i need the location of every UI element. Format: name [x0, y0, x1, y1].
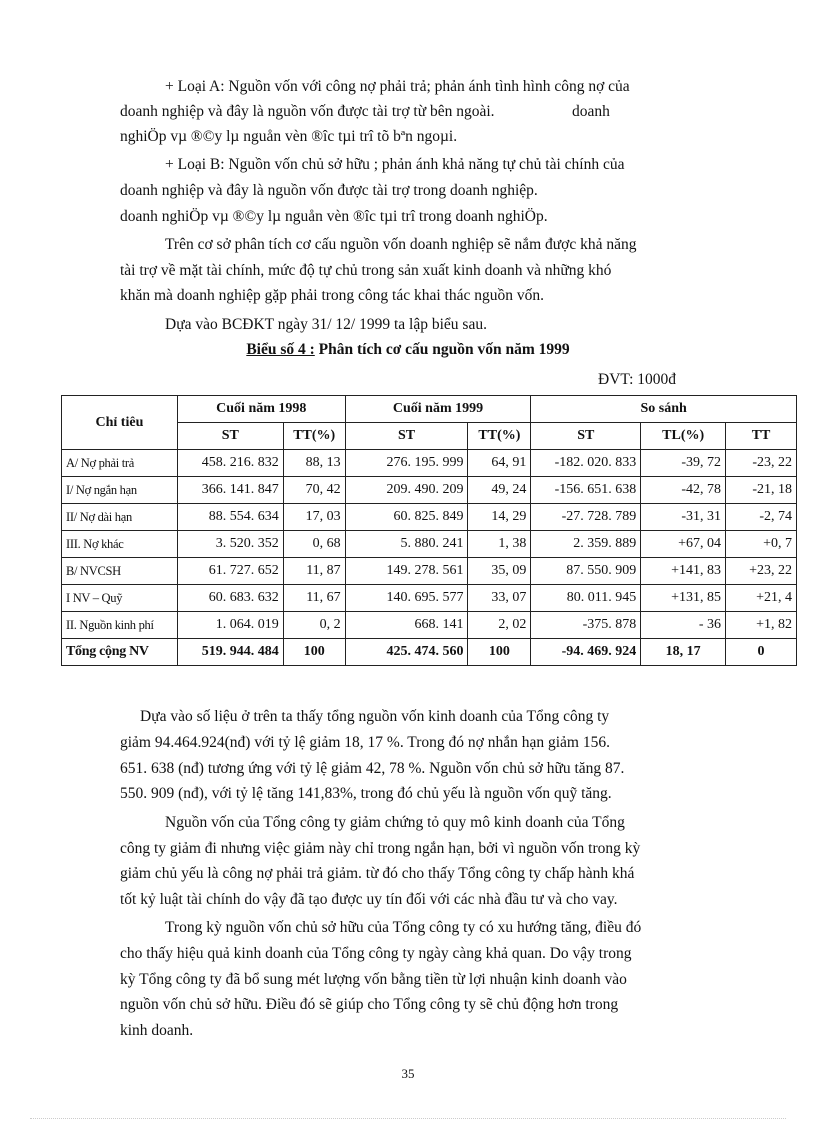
cell: +1, 82 [726, 612, 797, 639]
cell: 149. 278. 561 [345, 558, 468, 585]
paragraph-1-line-1: + Loại A: Nguồn vốn với công nợ phải trả; phản ánh tình hình công nợ của [165, 78, 630, 95]
cell: 88. 554. 634 [177, 504, 283, 531]
header-st-diff: ST [531, 423, 641, 450]
row-label: B/ NVCSH [62, 558, 178, 585]
row-label: III. Nợ khác [62, 531, 178, 558]
paragraph-2-line-2: doanh nghiệp và đây là nguồn vốn được tài trợ trong doanh nghiệp. [120, 182, 538, 199]
header-comparison: So sánh [531, 396, 797, 423]
paragraph-6-line-1: Nguồn vốn của Tổng công ty giảm chứng tỏ quy mô kinh doanh của Tổng [165, 814, 625, 831]
cell: 140. 695. 577 [345, 585, 468, 612]
table-row [62, 558, 797, 585]
cell: 0 [726, 639, 797, 666]
cell: - 36 [641, 612, 726, 639]
page-bottom-divider [30, 1118, 786, 1119]
paragraph-2-line-1: + Loại B: Nguồn vốn chủ sở hữu ; phản ánh khả năng tự chủ tài chính của [165, 156, 625, 173]
paragraph-5-line-2: giảm 94.464.924(nđ) với tỷ lệ giảm 18, 17 %. Trong đó nợ nhắn hạn giảm 156. [120, 734, 610, 751]
paragraph-7-line-1: Trong kỳ nguồn vốn chủ sở hữu của Tổng công ty có xu hướng tăng, điều đó [165, 919, 642, 936]
cell: +67, 04 [641, 531, 726, 558]
cell: 2, 02 [468, 612, 531, 639]
cell: -27. 728. 789 [531, 504, 641, 531]
page-number: 35 [401, 1066, 415, 1081]
cell: 88, 13 [283, 450, 345, 477]
cell: -31, 31 [641, 504, 726, 531]
cell: 276. 195. 999 [345, 450, 468, 477]
header-tt-diff: TT [726, 423, 797, 450]
cell: 49, 24 [468, 477, 531, 504]
header-end-1999: Cuối năm 1999 [345, 396, 531, 423]
paragraph-5-line-1: Dựa vào số liệu ở trên ta thấy tổng nguồn vốn kinh doanh của Tổng công ty [140, 708, 610, 725]
table-header-row-1 [62, 396, 797, 423]
row-label: II. Nguồn kinh phí [62, 612, 178, 639]
cell: +0, 7 [726, 531, 797, 558]
row-label: II/ Nợ dài hạn [62, 504, 178, 531]
cell: 100 [283, 639, 345, 666]
paragraph-4: Dựa vào BCĐKT ngày 31/ 12/ 1999 ta lập biểu sau. [165, 316, 487, 333]
paragraph-1-line-3: nghiÖp vµ ®©y lµ nguån vèn ®îc tµi trî tõ bªn ngoµi. [120, 128, 458, 145]
header-indicator: Chỉ tiêu [62, 396, 178, 450]
paragraph-7-line-4: nguồn vốn chủ sở hữu. Điều đó sẽ giúp cho Tổng công ty sẽ chủ động hơn trong [120, 996, 619, 1013]
table-row [62, 531, 797, 558]
cell: 5. 880. 241 [345, 531, 468, 558]
cell: 11, 67 [283, 585, 345, 612]
row-label: A/ Nợ phải trả [62, 450, 178, 477]
cell: 209. 490. 209 [345, 477, 468, 504]
table-row [62, 477, 797, 504]
capital-structure-table [61, 395, 797, 666]
cell: -42, 78 [641, 477, 726, 504]
cell: 60. 683. 632 [177, 585, 283, 612]
cell: -21, 18 [726, 477, 797, 504]
cell: 33, 07 [468, 585, 531, 612]
cell: 0, 68 [283, 531, 345, 558]
cell: 64, 91 [468, 450, 531, 477]
paragraph-3-line-2: tài trợ về mặt tài chính, mức độ tự chủ trong sản xuất kinh doanh và những khó [120, 262, 612, 279]
table-caption-title: Phân tích cơ cấu nguồn vốn năm 1999 [314, 341, 570, 358]
cell: 1. 064. 019 [177, 612, 283, 639]
cell: 458. 216. 832 [177, 450, 283, 477]
cell: -23, 22 [726, 450, 797, 477]
cell: -182. 020. 833 [531, 450, 641, 477]
paragraph-7-line-5: kinh doanh. [120, 1022, 194, 1039]
cell: 0, 2 [283, 612, 345, 639]
cell: 61. 727. 652 [177, 558, 283, 585]
header-tl-diff: TL(%) [641, 423, 726, 450]
cell: +21, 4 [726, 585, 797, 612]
paragraph-6-line-4: tốt kỷ luật tài chính do vậy đã tạo được uy tín đối với các nhà đầu tư và cho vay. [120, 891, 618, 908]
row-label: Tổng cộng NV [62, 639, 178, 666]
cell: -156. 651. 638 [531, 477, 641, 504]
header-st-1998: ST [177, 423, 283, 450]
cell: -2, 74 [726, 504, 797, 531]
cell: +23, 22 [726, 558, 797, 585]
cell: -375. 878 [531, 612, 641, 639]
table-row [62, 612, 797, 639]
cell: 519. 944. 484 [177, 639, 283, 666]
header-tt-1999: TT(%) [468, 423, 531, 450]
table-total-row [62, 639, 797, 666]
cell: +131, 85 [641, 585, 726, 612]
cell: 425. 474. 560 [345, 639, 468, 666]
cell: 35, 09 [468, 558, 531, 585]
cell: 11, 87 [283, 558, 345, 585]
paragraph-5-line-3: 651. 638 (nđ) tương ứng với tỷ lệ giảm 42, 78 %. Nguồn vốn chủ sở hữu tăng 87. [120, 760, 625, 777]
cell: 2. 359. 889 [531, 531, 641, 558]
table-row [62, 504, 797, 531]
table-unit: ĐVT: 1000đ [598, 371, 677, 388]
cell: -94. 469. 924 [531, 639, 641, 666]
cell: 87. 550. 909 [531, 558, 641, 585]
paragraph-7-line-3: kỳ Tổng công ty đã bổ sung mét lượng vốn bằng tiền từ lợi nhuận kinh doanh vào [120, 971, 627, 988]
cell: 14, 29 [468, 504, 531, 531]
table-row [62, 450, 797, 477]
paragraph-3-line-1: Trên cơ sở phân tích cơ cấu nguồn vốn doanh nghiệp sẽ nắm được khả năng [165, 236, 637, 253]
table-caption-label: Biểu số 4 : [246, 341, 315, 358]
table-row [62, 585, 797, 612]
cell: 80. 011. 945 [531, 585, 641, 612]
row-label: I/ Nợ ngắn hạn [62, 477, 178, 504]
paragraph-5-line-4: 550. 909 (nđ), với tỷ lệ tăng 141,83%, trong đó chủ yếu là nguồn vốn quỹ tăng. [120, 785, 612, 802]
cell: +141, 83 [641, 558, 726, 585]
header-tt-1998: TT(%) [283, 423, 345, 450]
cell: 1, 38 [468, 531, 531, 558]
cell: 3. 520. 352 [177, 531, 283, 558]
header-st-1999: ST [345, 423, 468, 450]
paragraph-7-line-2: cho thấy hiệu quả kinh doanh của Tổng công ty ngày càng khả quan. Do vậy trong [120, 945, 632, 962]
cell: 366. 141. 847 [177, 477, 283, 504]
paragraph-3-line-3: khăn mà doanh nghiệp gặp phải trong công tác khai thác nguồn vốn. [120, 287, 544, 304]
cell: 100 [468, 639, 531, 666]
row-label: I NV – Quỹ [62, 585, 178, 612]
table-caption [0, 341, 816, 359]
header-end-1998: Cuối năm 1998 [177, 396, 345, 423]
cell: -39, 72 [641, 450, 726, 477]
paragraph-6-line-3: giảm chủ yếu là công nợ phải trả giảm. từ đó cho thấy Tổng công ty chấp hành khá [120, 865, 635, 882]
cell: 668. 141 [345, 612, 468, 639]
cell: 17, 03 [283, 504, 345, 531]
cell: 60. 825. 849 [345, 504, 468, 531]
paragraph-2-line-3: doanh nghiÖp vµ ®©y lµ nguån vèn ®îc tµi trî trong doanh nghiÖp. [120, 208, 548, 225]
paragraph-1-line-2: doanh nghiệp và đây là nguồn vốn được tài trợ từ bên ngoài. doanh [120, 103, 610, 120]
cell: 70, 42 [283, 477, 345, 504]
paragraph-6-line-2: công ty giảm đi nhưng việc giảm này chỉ trong ngắn hạn, bởi vì nguồn vốn trong kỳ [120, 840, 641, 857]
cell: 18, 17 [641, 639, 726, 666]
